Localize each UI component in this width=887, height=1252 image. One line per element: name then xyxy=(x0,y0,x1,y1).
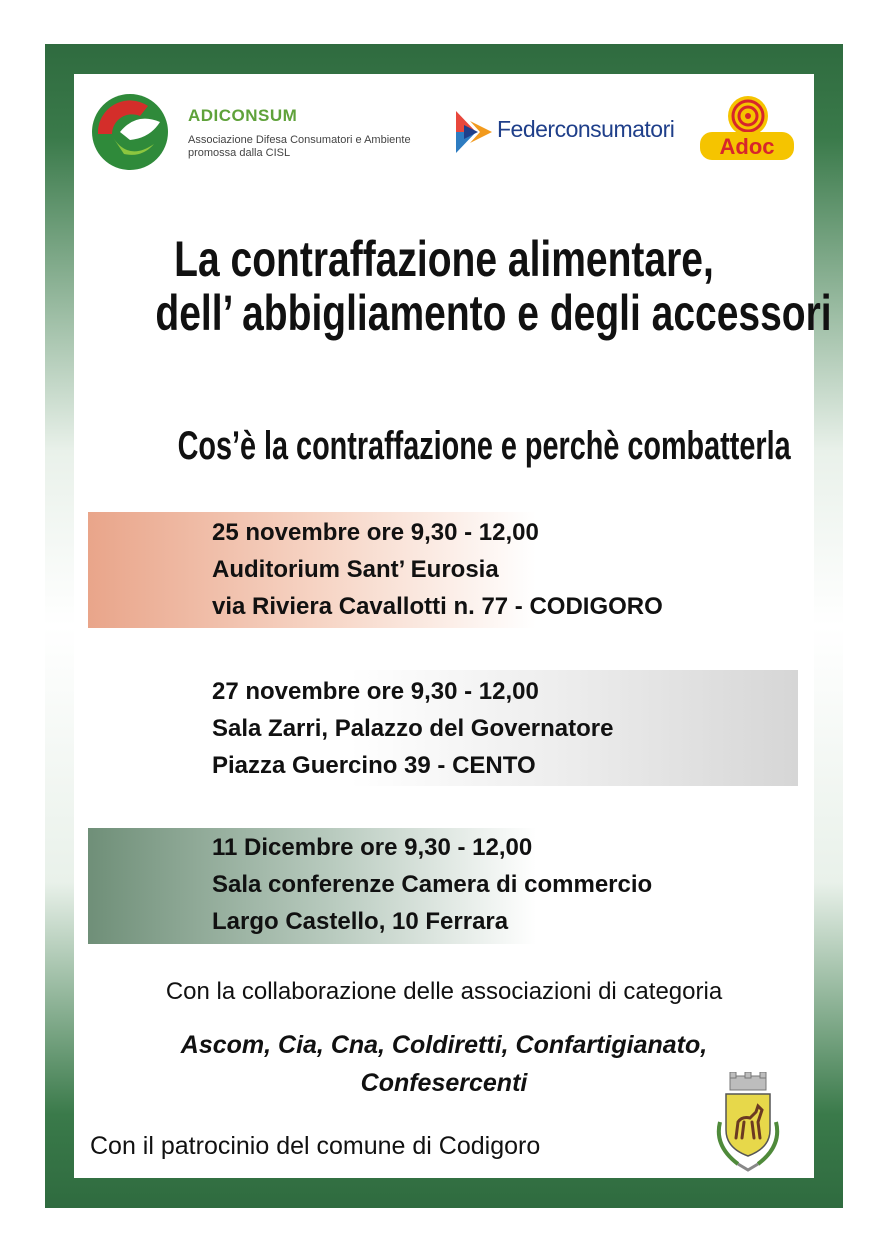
patronage-text: Con il patrocinio del comune di Codigoro xyxy=(90,1132,541,1160)
partners-list xyxy=(74,1026,814,1102)
event-2 xyxy=(212,673,613,784)
page-title xyxy=(155,231,832,341)
adiconsum-subtitle-line2: promossa dalla CISL xyxy=(188,147,291,159)
event-address: via Riviera Cavallotti n. 77 - CODIGORO xyxy=(212,593,663,620)
event-venue: Sala conferenze Camera di commercio xyxy=(212,871,653,898)
event-venue: Sala Zarri, Palazzo del Governatore xyxy=(212,715,614,742)
adiconsum-subtitle xyxy=(188,134,458,160)
event-venue: Auditorium Sant’ Eurosia xyxy=(212,556,499,583)
partners-line1: Ascom, Cia, Cna, Coldiretti, Confartigianato, xyxy=(180,1031,708,1059)
adiconsum-name: ADICONSUM xyxy=(188,106,298,125)
event-date: 25 novembre ore 9,30 - 12,00 xyxy=(212,519,539,546)
title-line2: dell’ abbigliamento e degli accessori xyxy=(155,285,832,341)
event-1 xyxy=(212,514,663,625)
event-address: Largo Castello, 10 Ferrara xyxy=(212,908,509,935)
event-date: 11 Dicembre ore 9,30 - 12,00 xyxy=(212,834,533,861)
adiconsum-logo xyxy=(90,92,170,172)
adoc-name: Adoc xyxy=(719,134,775,159)
page-subtitle: Cos’è la contraffazione e perchè combatterla xyxy=(177,424,791,468)
adiconsum-subtitle-line1: Associazione Difesa Consumatori e Ambiente xyxy=(188,134,411,146)
federconsumatori-logo xyxy=(456,111,492,153)
adoc-logo xyxy=(698,94,796,162)
collaboration-text: Con la collaborazione delle associazioni di categoria xyxy=(165,978,723,1005)
event-address: Piazza Guercino 39 - CENTO xyxy=(212,752,536,779)
federconsumatori-name: Federconsumatori xyxy=(497,116,675,142)
title-line1: La contraffazione alimentare, xyxy=(174,231,714,287)
event-3 xyxy=(212,829,652,940)
event-date: 27 novembre ore 9,30 - 12,00 xyxy=(212,678,539,705)
partners-line2: Confesercenti xyxy=(360,1069,528,1097)
codigoro-crest-icon xyxy=(712,1072,784,1176)
